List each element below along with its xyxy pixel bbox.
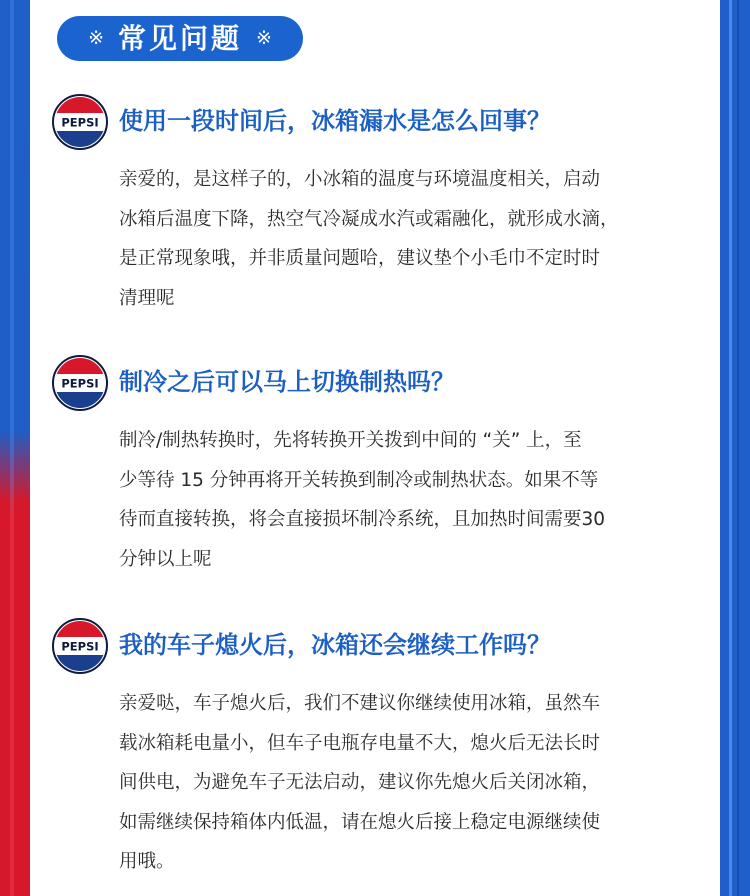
- answer-line: 制冷/制热转换时，先将转换开关拨到中间的 “关” 上，至: [119, 430, 582, 451]
- answer-line: 少等待 15 分钟再将开关转换到制冷或制热状态。如果不等: [119, 469, 599, 491]
- right-edge-stripe-dark: [737, 0, 739, 896]
- answer-line: 清理呢: [119, 287, 175, 309]
- reference-mark-right-icon: ※: [256, 27, 272, 49]
- answer-line: 载冰箱耗电量小，但车子电瓶存电量不大，熄火后无法长时: [119, 732, 601, 754]
- answer-line: 间供电，为避免车子无法启动，建议你先熄火后关闭冰箱，: [119, 772, 601, 793]
- answer-line: 分钟以上呢: [119, 548, 212, 570]
- pepsi-logo-icon: [52, 618, 108, 674]
- answer-line: 如需继续保持箱体内低温，请在熄火后接上稳定电源继续使: [119, 811, 601, 833]
- reference-mark-left-icon: ※: [88, 27, 104, 49]
- pepsi-logo-icon: [52, 94, 108, 150]
- pepsi-logo-text: PEPSI: [61, 376, 99, 391]
- pepsi-logo-icon: [52, 355, 108, 411]
- answer-line: 待而直接转换，将会直接损坏制冷系统，且加热时间需要30: [119, 509, 606, 530]
- faq-answer: [119, 684, 709, 882]
- answer-line: 用哦。: [119, 851, 175, 872]
- faq-question: 我的车子熄火后，冰箱还会继续工作吗？: [119, 631, 551, 659]
- section-header: [57, 16, 303, 61]
- right-edge-decoration: [720, 0, 750, 896]
- left-edge-stripe: [10, 0, 14, 896]
- pepsi-logo-text: PEPSI: [61, 639, 99, 654]
- faq-card: [30, 0, 720, 896]
- answer-line: 冰箱后温度下降，热空气冷凝成水汽或霜融化，就形成水滴，: [119, 208, 619, 230]
- answer-line: 亲爱哒，车子熄火后，我们不建议你继续使用冰箱，虽然车: [119, 693, 601, 714]
- left-edge-decoration: [0, 0, 30, 896]
- faq-question: 使用一段时间后，冰箱漏水是怎么回事？: [119, 107, 551, 135]
- faq-answer: [119, 421, 709, 579]
- answer-line: 是正常现象哦，并非质量问题哈，建议垫个小毛巾不定时时: [119, 248, 601, 269]
- pepsi-logo-text: PEPSI: [61, 115, 99, 130]
- faq-answer: [119, 160, 709, 318]
- right-edge-stripe: [729, 0, 732, 896]
- section-title: 常见问题: [117, 21, 242, 55]
- faq-question: 制冷之后可以马上切换制热吗？: [119, 368, 455, 396]
- answer-line: 亲爱的，是这样子的，小冰箱的温度与环境温度相关，启动: [119, 169, 601, 190]
